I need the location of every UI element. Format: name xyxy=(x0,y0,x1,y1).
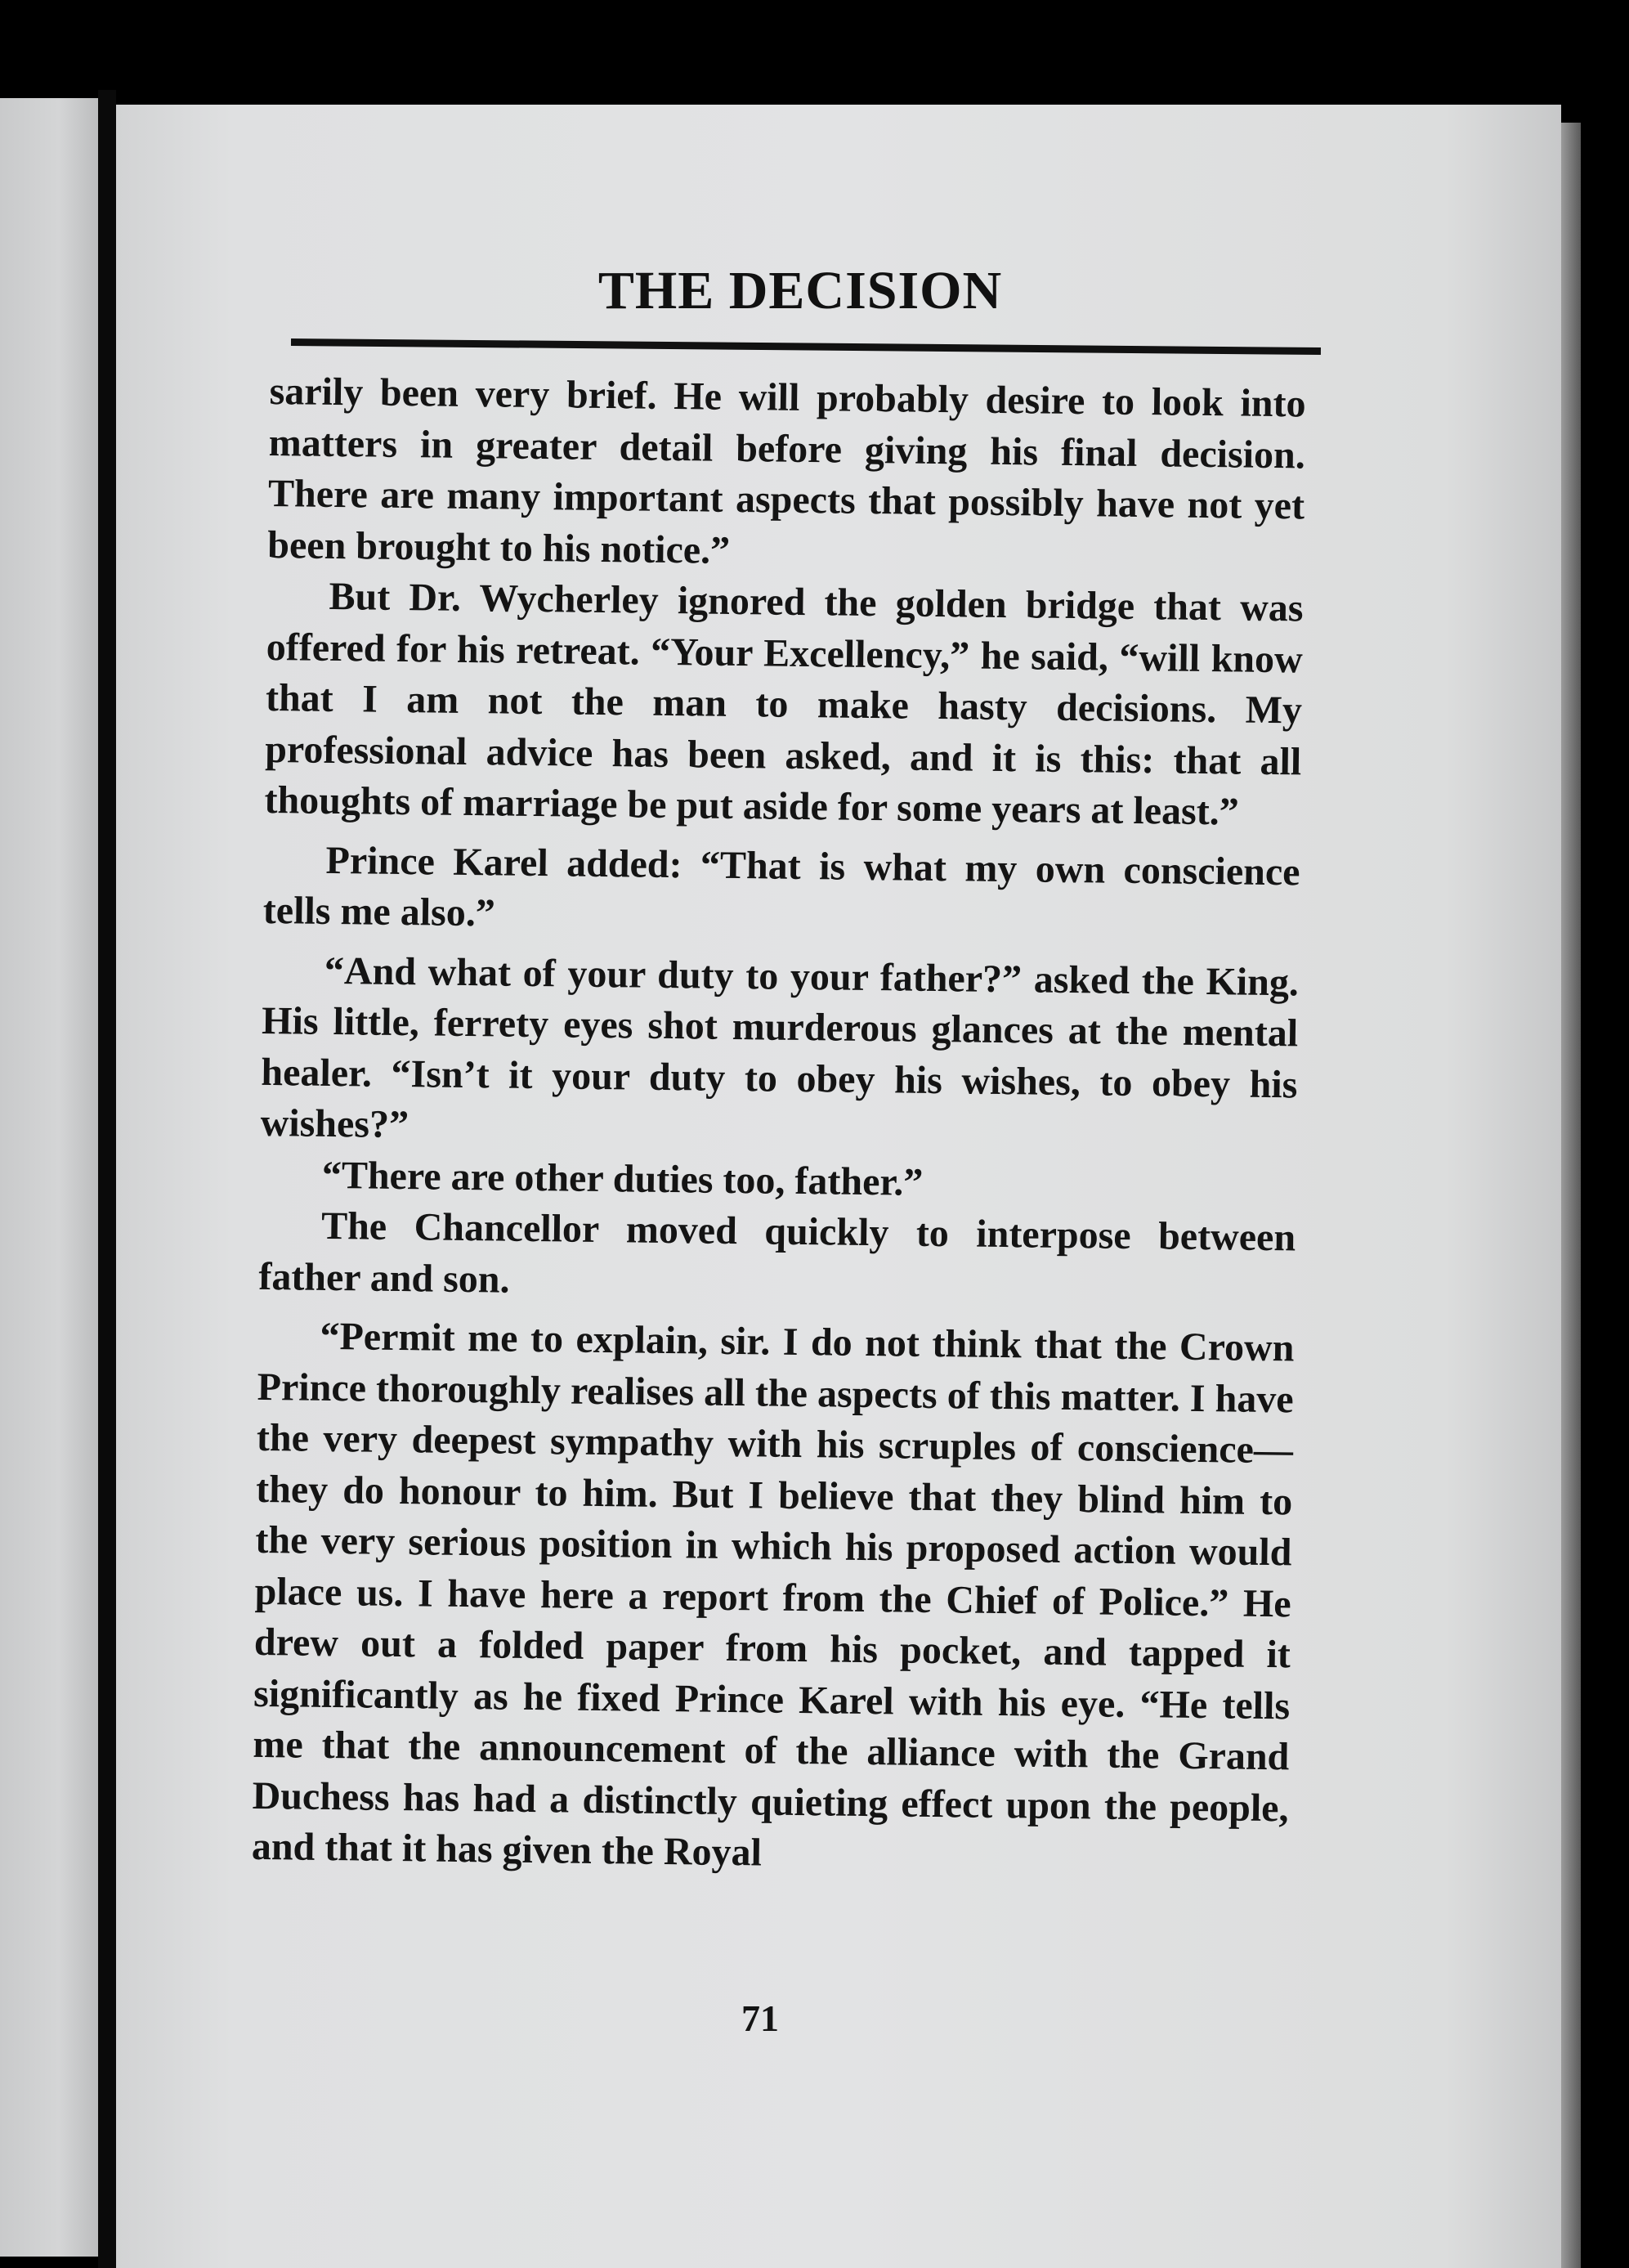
paragraph: But Dr. Wycherley ignored the golden bridge that was offered for his retreat. “Your Excellency,” he said, “will know that I am not the man to make hasty decisions. My professional advice has been asked, and it is this: that all thoughts of marriage be put aside for some years at least.” xyxy=(264,574,1304,834)
page-right-edge-shadow xyxy=(1561,123,1581,2268)
paragraph: “There are other duties too, father.” xyxy=(321,1153,924,1204)
body-text xyxy=(251,366,1305,1885)
paragraph: The Chancellor moved quickly to interpose between father and son. xyxy=(258,1203,1296,1302)
left-page-edge xyxy=(0,98,98,2257)
paragraph: “Permit me to explain, sir. I do not think that the Crown Prince thoroughly realises all the aspects of this matter. I have the very deepest sympathy with his scruples of conscience—they do honour to him. But I believe that they blind him to the very serious position in which his proposed action would place us. I have here a report from the Chief of Police.” He drew out a folded paper from his pocket, and tapped it significantly as he fixed Prince Karel with his eye. “He tells me that the announcement of the alliance with the Grand Duchess has had a distinctly quieting effect upon the people, and that it has given the Royal xyxy=(251,1314,1295,1875)
running-header: THE DECISION xyxy=(597,261,1003,320)
book-gutter xyxy=(98,90,116,2268)
paragraph: “And what of your duty to your father?” asked the King. His little, ferrety eyes shot murderous glances at the mental healer. “Isn’t it your duty to obey his wishes, to obey his wishes?” xyxy=(260,948,1300,1147)
paragraph-continued: sarily been very brief. He will probably desire to look into matters in greater detail before giving his final decision. There are many important aspects that possibly have not yet been brought to his notice.” xyxy=(267,369,1306,572)
page-number: 71 xyxy=(741,1997,779,2039)
paragraph: Prince Karel added: “That is what my own conscience tells me also.” xyxy=(262,838,1300,935)
